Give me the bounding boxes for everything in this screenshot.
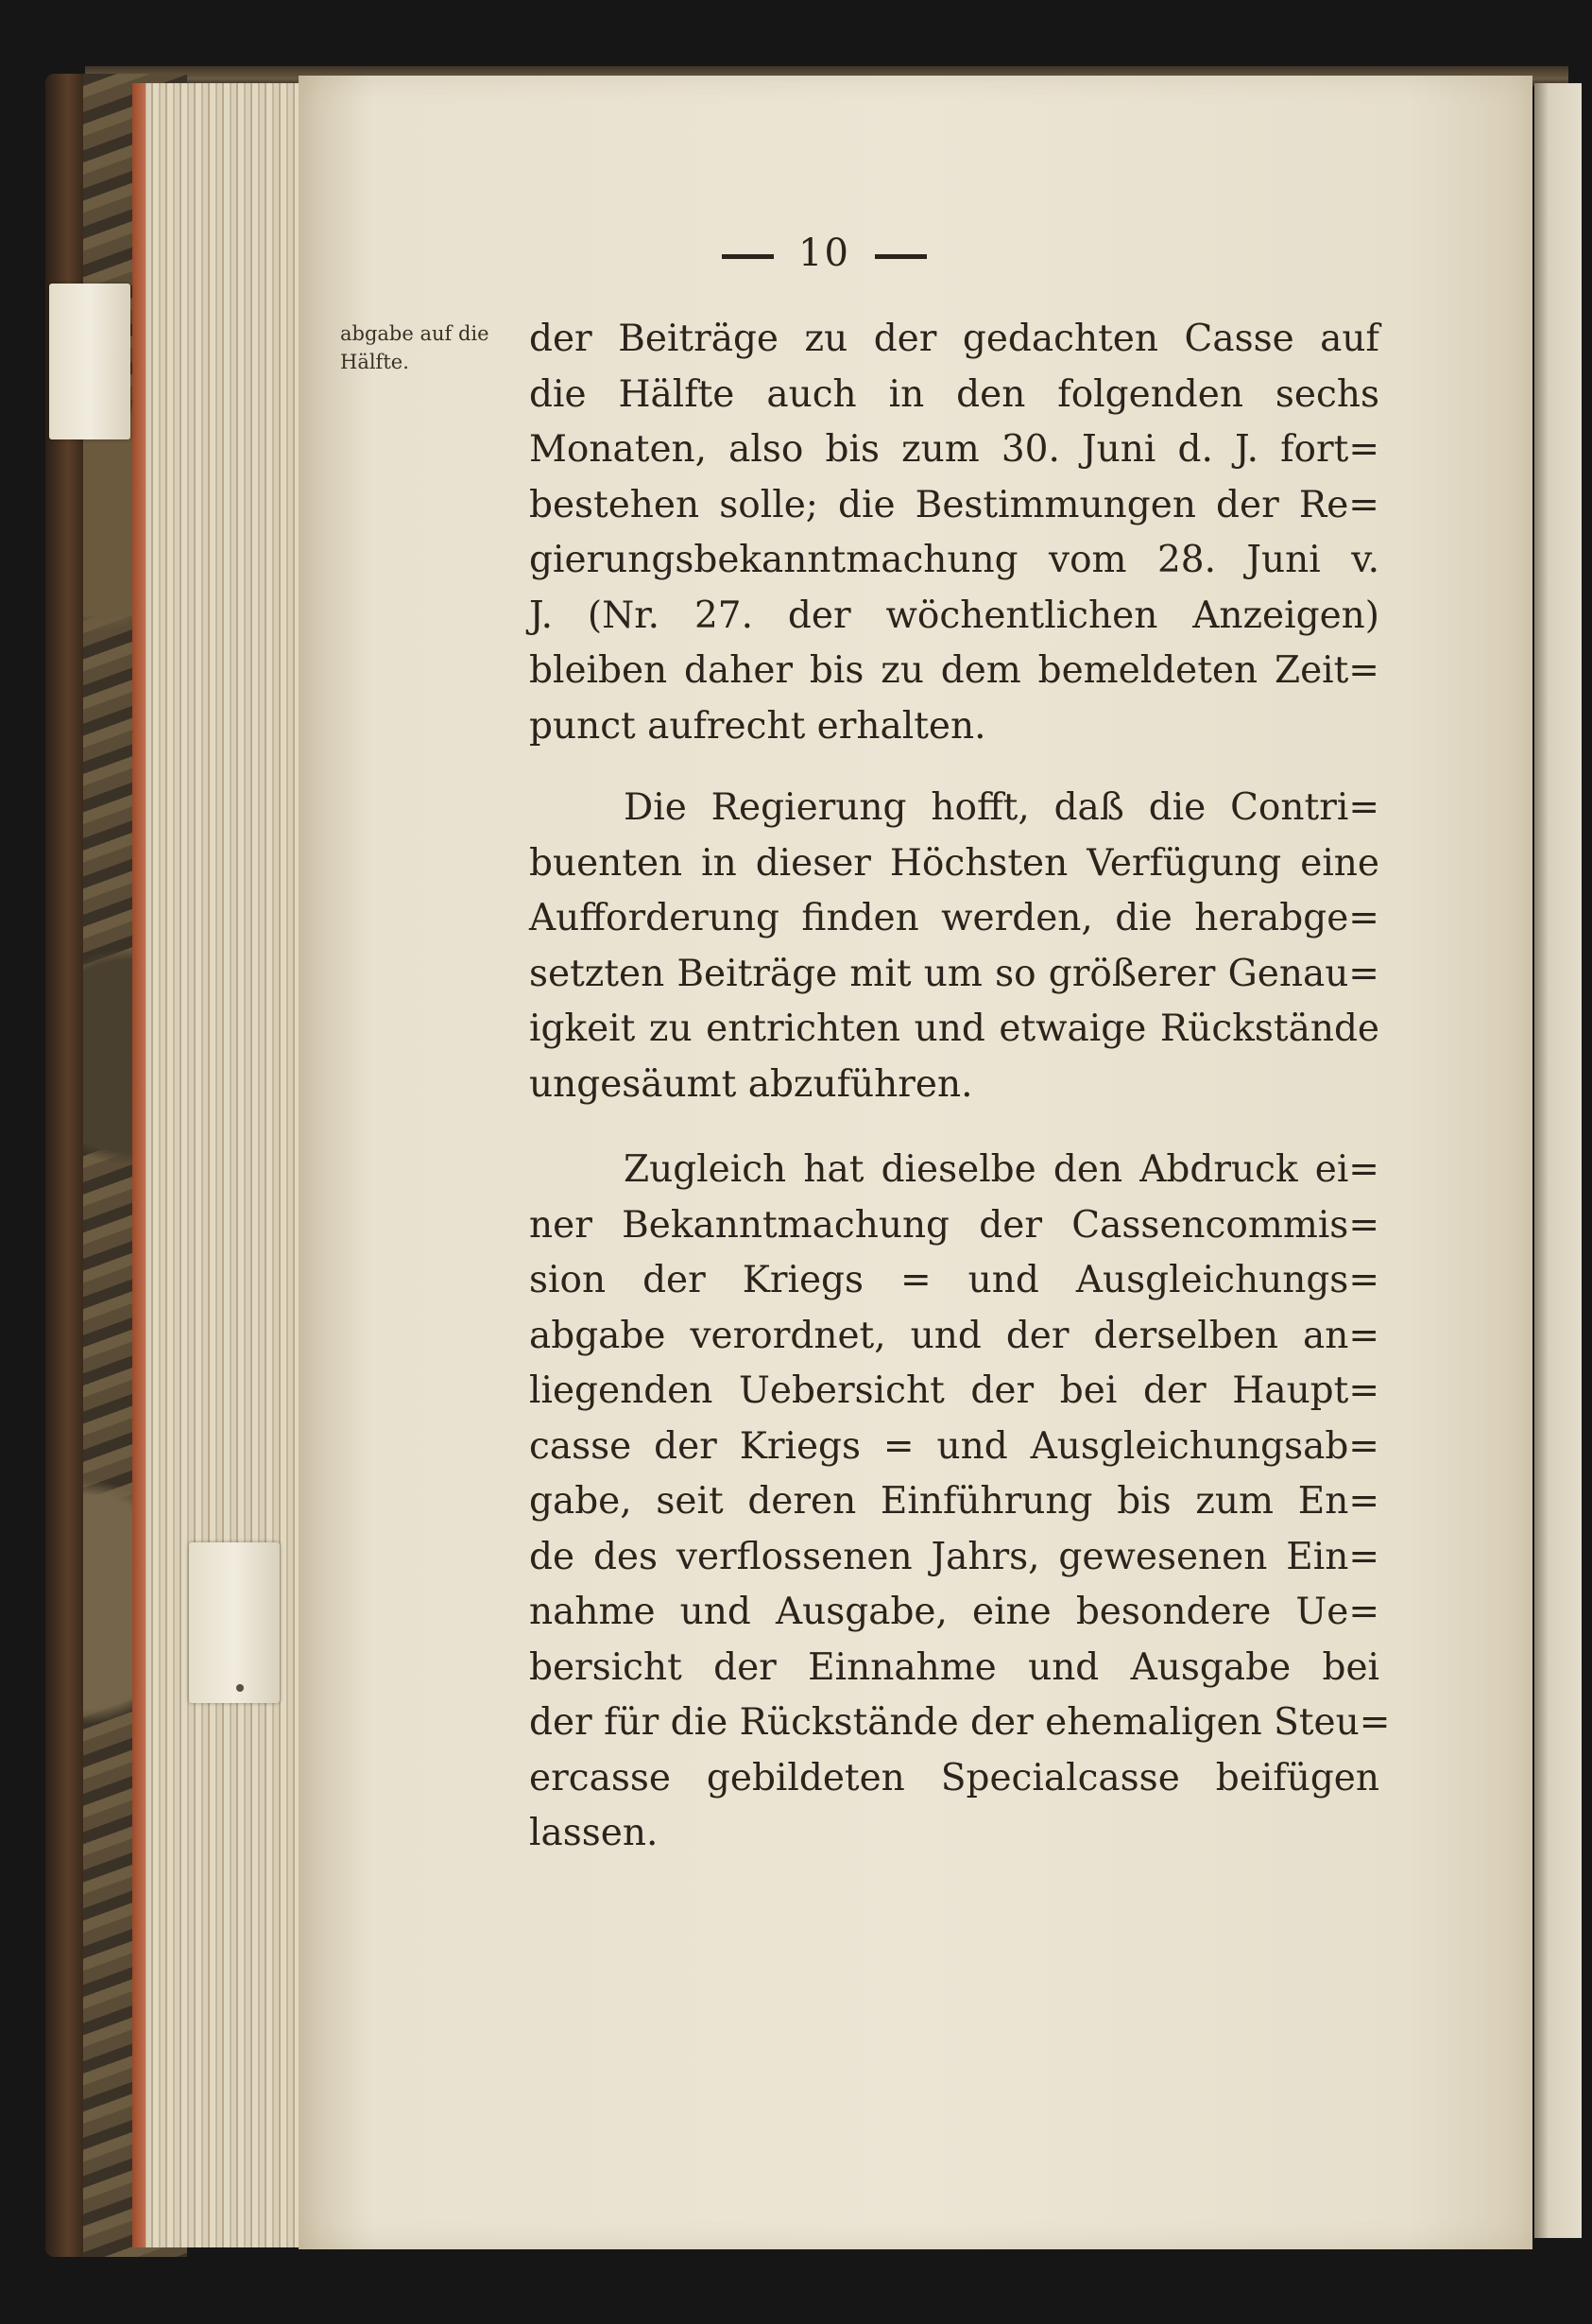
paper-tab-bottom: [189, 1542, 280, 1703]
paragraph-3: [529, 1143, 1391, 1862]
facing-page: [1534, 83, 1582, 2238]
page-number-value: 10: [798, 232, 850, 275]
marginal-note-line: abgabe auf die: [340, 322, 489, 345]
text-line: nahme und Ausgabe, eine besondere Ue=: [529, 1591, 1379, 1633]
text-line: ercasse gebildeten Specialcasse beifügen: [529, 1756, 1379, 1799]
text-line: ner Bekanntmachung der Cassencommis=: [529, 1203, 1379, 1247]
page-body: [529, 312, 1391, 1862]
page-number: [0, 232, 1592, 275]
marginal-note-line: Hälfte.: [340, 351, 409, 373]
text-line: J. (Nr. 27. der wöchentlichen Anzeigen): [529, 594, 1379, 637]
text-line: ungesäumt abzuführen.: [529, 1062, 973, 1106]
text-line: punct aufrecht erhalten.: [529, 704, 986, 748]
text-line: der für die Rückstände der ehemaligen Steu=: [529, 1701, 1391, 1744]
red-page-edge: [132, 83, 146, 2247]
text-line: gabe, seit deren Einführung bis zum En=: [529, 1480, 1379, 1523]
text-line: Monaten, also bis zum 30. Juni d. J. fort=: [529, 428, 1379, 471]
text-line: casse der Kriegs = und Ausgleichungsab=: [529, 1424, 1379, 1468]
text-line: setzten Beiträge mit um so größerer Genau=: [529, 952, 1379, 995]
text-line: die Hälfte auch in den folgenden sechs: [529, 372, 1379, 416]
text-line: der Beiträge zu der gedachten Casse auf: [529, 318, 1379, 360]
paragraph-1: [529, 312, 1379, 754]
text-line: Aufforderung finden werden, die herabge=: [529, 897, 1379, 939]
marginal-note: [340, 319, 529, 376]
text-line: gierungsbekanntmachung vom 28. Juni v.: [529, 539, 1379, 581]
dash-right: [875, 254, 927, 259]
text-line: buenten in dieser Höchsten Verfügung eine: [529, 841, 1379, 885]
text-line: bersicht der Einnahme und Ausgabe bei: [529, 1645, 1379, 1689]
dash-left: [722, 254, 774, 259]
text-line: liegenden Uebersicht der bei der Haupt=: [529, 1369, 1379, 1412]
text-line: de des verflossenen Jahrs, gewesenen Ein=: [529, 1535, 1379, 1578]
page-edges: [132, 83, 302, 2247]
text-line: Die Regierung hofft, daß die Contri=: [624, 786, 1379, 829]
text-line: bleiben daher bis zu dem bemeldeten Zeit=: [529, 649, 1379, 692]
text-line: abgabe verordnet, und der derselben an=: [529, 1314, 1379, 1357]
text-line: lassen.: [529, 1812, 659, 1854]
text-line: igkeit zu entrichten und etwaige Rückstände: [529, 1007, 1379, 1050]
paper-tab-top: [49, 284, 130, 439]
paragraph-2: [529, 781, 1379, 1112]
text-line: sion der Kriegs = und Ausgleichungs=: [529, 1259, 1379, 1301]
text-line: Zugleich hat dieselbe den Abdruck ei=: [624, 1148, 1379, 1191]
text-line: bestehen solle; die Bestimmungen der Re=: [529, 483, 1379, 526]
